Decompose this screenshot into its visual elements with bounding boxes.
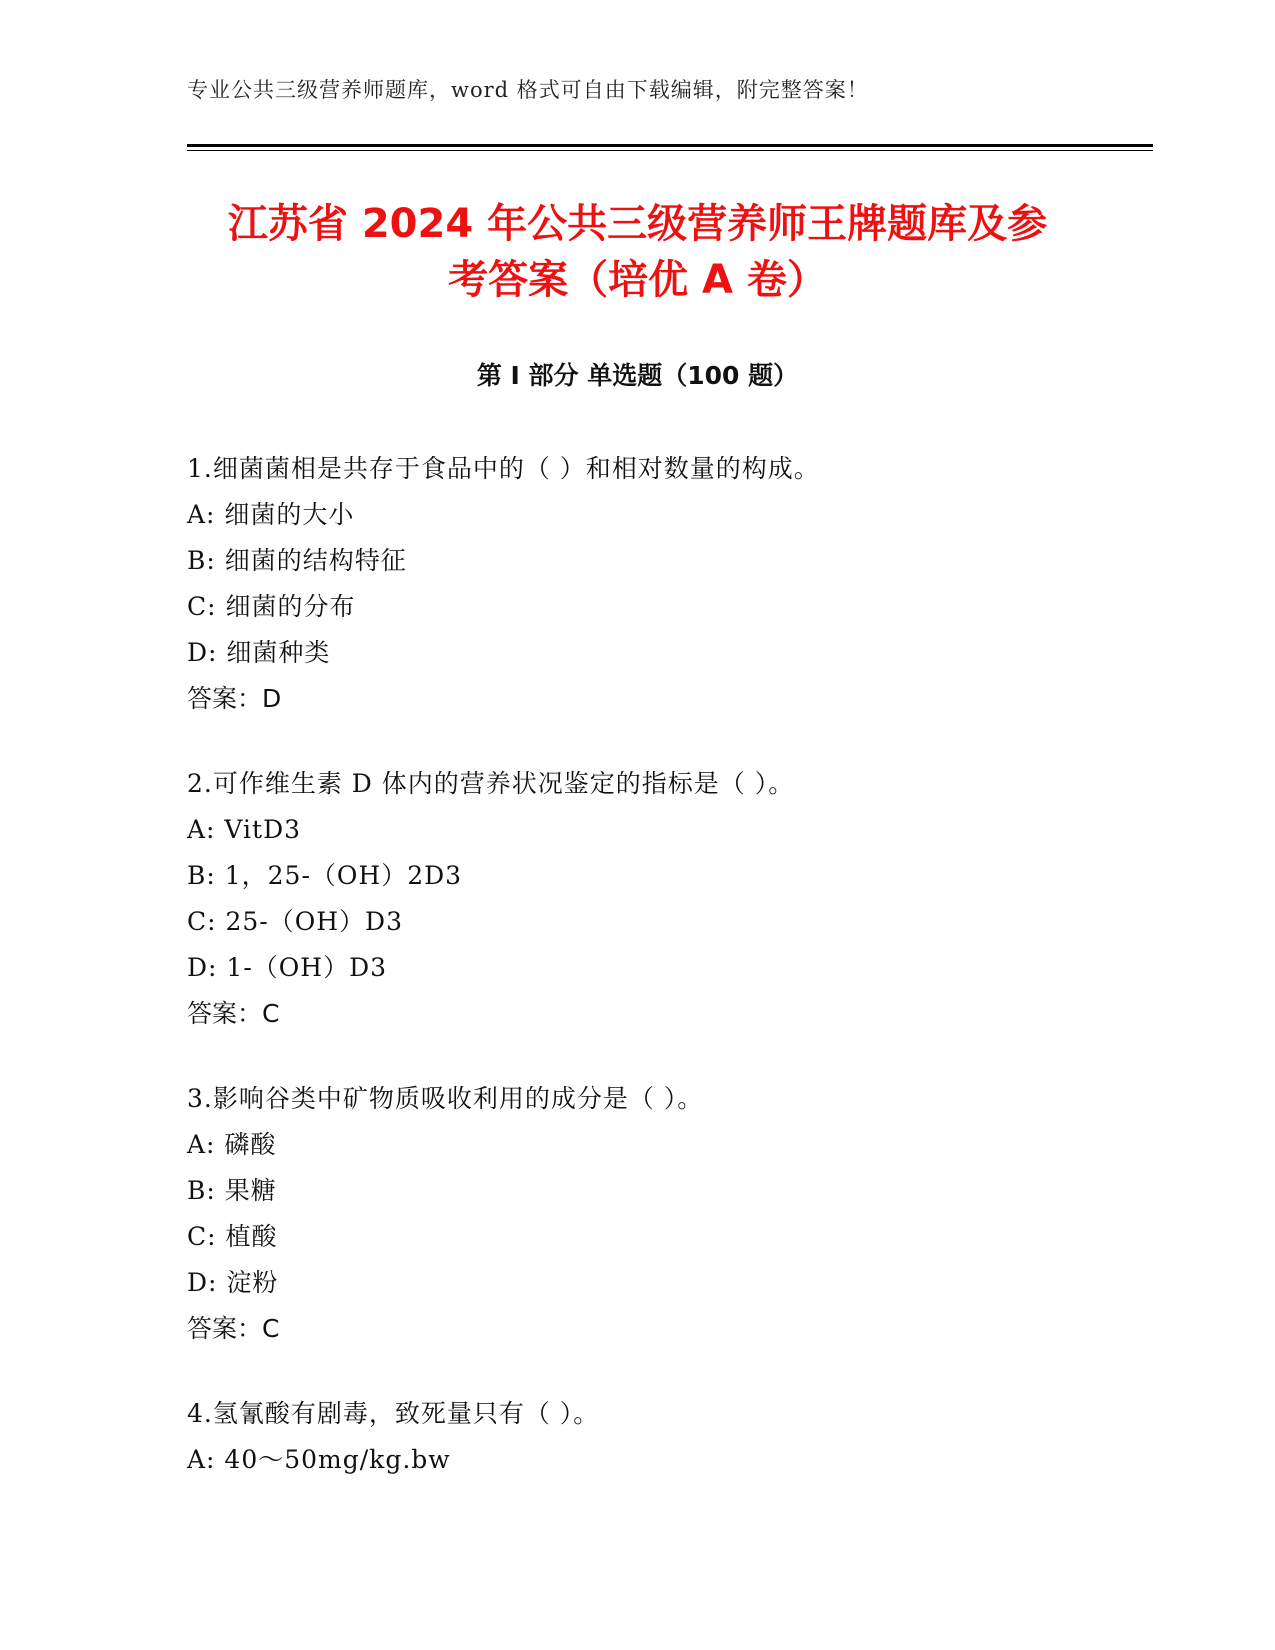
option-a: A: 磷酸 [187,1130,277,1159]
option-c: C: 植酸 [187,1222,278,1251]
option-b: B: 果糖 [187,1176,277,1205]
title-line-2: 考答案（培优 A 卷） [448,257,827,303]
option-d: D: 细菌种类 [187,638,331,667]
question-stem: 2.可作维生素 D 体内的营养状况鉴定的指标是（ ）。 [187,769,795,798]
section-title: 第 I 部分 单选题（100 题） [476,361,799,390]
answer: 答案：C [187,1314,280,1343]
page-header: 专业公共三级营养师题库，word 格式可自由下载编辑，附完整答案！ [187,78,869,102]
option-d: D: 淀粉 [187,1268,279,1297]
option-a: A: 40～50mg/kg.bw [187,1445,451,1474]
option-b: B: 1，25-（OH）2D3 [187,861,463,890]
title-line-1: 江苏省 2024 年公共三级营养师王牌题库及参 [227,201,1048,247]
option-c: C: 细菌的分布 [187,592,356,621]
option-a: A: 细菌的大小 [187,500,355,529]
option-c: C: 25-（OH）D3 [187,907,404,936]
option-a: A: VitD3 [187,815,302,844]
header-rule-thick [187,144,1153,147]
question-2 [187,761,1147,1037]
question-stem: 4.氢氰酸有剧毒，致死量只有（ ）。 [187,1399,600,1428]
question-3 [187,1076,1147,1352]
question-4 [187,1391,1147,1483]
document-title [150,196,1125,308]
header-rule-thin [187,150,1153,151]
question-1 [187,446,1147,722]
option-b: B: 细菌的结构特征 [187,546,407,575]
answer: 答案：C [187,999,280,1028]
question-stem: 1.细菌菌相是共存于食品中的（ ）和相对数量的构成。 [187,454,820,483]
question-stem: 3.影响谷类中矿物质吸收利用的成分是（ ）。 [187,1084,704,1113]
question-list [187,446,1147,1522]
answer: 答案：D [187,684,282,713]
option-d: D: 1-（OH）D3 [187,953,388,982]
